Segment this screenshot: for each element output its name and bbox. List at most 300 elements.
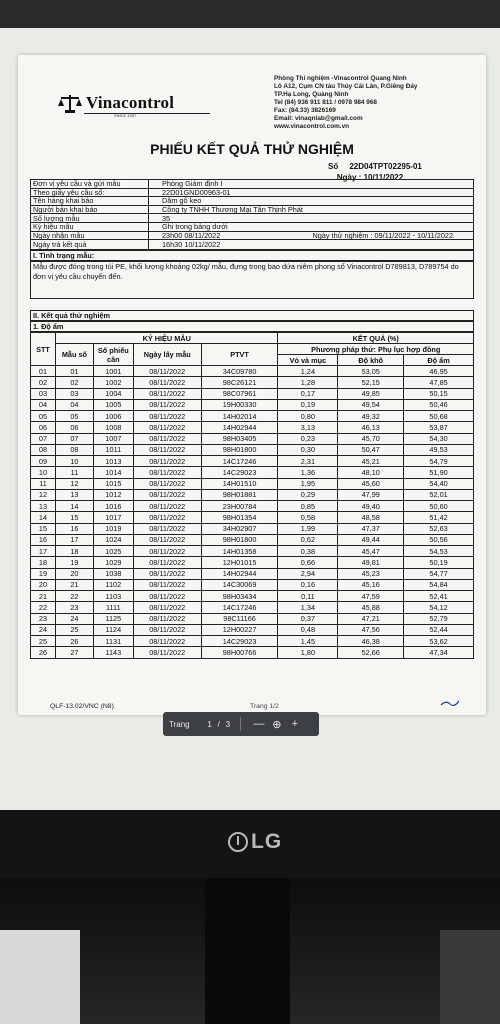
- cell-dryness: 47,21: [338, 613, 404, 624]
- info-label: Số lượng mẫu: [31, 214, 149, 222]
- cell-weigh-ticket: 1001: [93, 366, 133, 377]
- cell-dryness: 49,44: [338, 534, 404, 545]
- cell-moisture: 50,56: [404, 534, 474, 545]
- cell-dryness: 49,54: [338, 399, 404, 410]
- info-label: Theo giấy yêu cầu số:: [31, 189, 149, 197]
- cell-stt: 04: [31, 399, 56, 410]
- cell-sampling-date: 08/11/2022: [133, 568, 201, 579]
- cell-sampling-date: 08/11/2022: [133, 444, 201, 455]
- cell-moisture: 50,19: [404, 557, 474, 568]
- cell-bark: 1,34: [278, 602, 338, 613]
- cell-sample-no: 13: [55, 489, 93, 500]
- cell-sample-no: 14: [55, 501, 93, 512]
- col-group-results: KẾT QUẢ (%): [278, 333, 474, 344]
- info-label: Ngày nhận mẫu: [31, 232, 149, 240]
- cell-vehicle: 34H02907: [201, 523, 278, 534]
- monitor-brand: LG: [251, 830, 283, 853]
- table-row: [31, 501, 474, 512]
- cell-vehicle: 14C29023: [201, 467, 278, 478]
- cell-vehicle: 34C09780: [201, 366, 278, 377]
- table-row: [31, 602, 474, 613]
- cell-vehicle: 98H01800: [201, 534, 278, 545]
- cell-weigh-ticket: 1143: [93, 647, 133, 658]
- cell-stt: 05: [31, 411, 56, 422]
- table-row: [31, 377, 474, 388]
- cell-sampling-date: 08/11/2022: [133, 399, 201, 410]
- cell-moisture: 46,95: [404, 366, 474, 377]
- cell-weigh-ticket: 1124: [93, 624, 133, 635]
- contact-line: Tel (84) 936 911 811 / 0978 984 968: [274, 99, 377, 106]
- cell-stt: 09: [31, 456, 56, 467]
- cell-moisture: 52,01: [404, 489, 474, 500]
- cell-bark: 2,31: [278, 456, 338, 467]
- cell-sampling-date: 08/11/2022: [133, 512, 201, 523]
- cell-dryness: 45,21: [338, 456, 404, 467]
- cell-dryness: 47,59: [338, 591, 404, 602]
- pdf-document-page: [18, 55, 486, 715]
- desk-object: [0, 930, 80, 1024]
- cell-bark: 0,11: [278, 591, 338, 602]
- cell-stt: 17: [31, 546, 56, 557]
- cell-moisture: 54,12: [404, 602, 474, 613]
- report-number: 22D04TPT02295-01: [349, 162, 422, 171]
- table-row: [31, 546, 474, 557]
- cell-stt: 26: [31, 647, 56, 658]
- cell-sample-no: 17: [55, 534, 93, 545]
- cell-sample-no: 07: [55, 433, 93, 444]
- cell-sampling-date: 08/11/2022: [133, 501, 201, 512]
- cell-dryness: 45,23: [338, 568, 404, 579]
- info-value: 22D01GND00963-01: [162, 187, 231, 197]
- cell-bark: 0,58: [278, 512, 338, 523]
- cell-bark: 1,28: [278, 377, 338, 388]
- results-table-body: [31, 366, 474, 659]
- cell-moisture: 50,68: [404, 411, 474, 422]
- company-since: SINCE 1957: [114, 113, 137, 118]
- info-row: [31, 206, 473, 215]
- moisture-results-table: [30, 332, 474, 659]
- page-separator: /: [217, 719, 220, 729]
- info-label: Ký hiệu mẫu: [31, 223, 149, 231]
- cell-stt: 24: [31, 624, 56, 635]
- cell-weigh-ticket: 1019: [93, 523, 133, 534]
- cell-weigh-ticket: 1015: [93, 478, 133, 489]
- cell-weigh-ticket: 1014: [93, 467, 133, 478]
- cell-sample-no: 05: [55, 411, 93, 422]
- table-row: [31, 411, 474, 422]
- cell-stt: 10: [31, 467, 56, 478]
- cell-stt: 12: [31, 489, 56, 500]
- col-header-sample-no: Mẫu số: [55, 344, 93, 366]
- cell-sampling-date: 08/11/2022: [133, 591, 201, 602]
- cell-stt: 13: [31, 501, 56, 512]
- cell-sampling-date: 08/11/2022: [133, 613, 201, 624]
- cell-bark: 0,48: [278, 624, 338, 635]
- cell-sampling-date: 08/11/2022: [133, 534, 201, 545]
- report-date-label: Ngày :: [336, 173, 362, 182]
- contact-line: Lô A12, Cụm CN tàu Thủy Cái Lân, P.Giếng Đáy: [274, 83, 418, 90]
- cell-moisture: 54,53: [404, 546, 474, 557]
- cell-sample-no: 12: [55, 478, 93, 489]
- cell-bark: 1,24: [278, 366, 338, 377]
- cell-moisture: 51,42: [404, 512, 474, 523]
- cell-moisture: 52,79: [404, 613, 474, 624]
- cell-weigh-ticket: 1005: [93, 399, 133, 410]
- cell-dryness: 45,16: [338, 579, 404, 590]
- col-header-dryness: Độ khô: [338, 355, 404, 366]
- cell-bark: 0,29: [278, 489, 338, 500]
- table-row: [31, 557, 474, 568]
- cell-moisture: 50,46: [404, 399, 474, 410]
- cell-vehicle: 98H01800: [201, 444, 278, 455]
- cell-sample-no: 16: [55, 523, 93, 534]
- cell-sampling-date: 08/11/2022: [133, 456, 201, 467]
- cell-bark: 0,37: [278, 613, 338, 624]
- table-row: [31, 591, 474, 602]
- info-label: Người bán khai báo: [31, 206, 149, 214]
- cell-sample-no: 23: [55, 602, 93, 613]
- info-row: [31, 189, 473, 198]
- cell-dryness: 47,56: [338, 624, 404, 635]
- cell-dryness: 45,70: [338, 433, 404, 444]
- sample-condition-body: [30, 261, 474, 299]
- cell-moisture: 52,63: [404, 523, 474, 534]
- cell-bark: 0,66: [278, 557, 338, 568]
- cell-stt: 02: [31, 377, 56, 388]
- cell-bark: 0,16: [278, 579, 338, 590]
- cell-stt: 07: [31, 433, 56, 444]
- contact-line: Phòng Thí nghiệm -Vinacontrol Quang Ninh: [274, 75, 407, 82]
- table-row: [31, 433, 474, 444]
- cell-vehicle: 98H00766: [201, 647, 278, 658]
- cell-bark: 3,13: [278, 422, 338, 433]
- cell-vehicle: 98H01354: [201, 512, 278, 523]
- monitor-stand: [205, 878, 290, 1024]
- cell-vehicle: 14H02014: [201, 411, 278, 422]
- info-value: Công ty TNHH Thương Mại Tân Thịnh Phát: [162, 205, 303, 215]
- cell-moisture: 52,41: [404, 591, 474, 602]
- cell-sampling-date: 08/11/2022: [133, 602, 201, 613]
- col-header-moisture: Độ ẩm: [404, 355, 474, 366]
- cell-stt: 16: [31, 534, 56, 545]
- cell-bark: 2,94: [278, 568, 338, 579]
- cell-sample-no: 24: [55, 613, 93, 624]
- contact-line: Fax: (84.33) 3826169: [274, 107, 336, 114]
- cell-vehicle: 98H01881: [201, 489, 278, 500]
- cell-dryness: 48,10: [338, 467, 404, 478]
- table-row: [31, 478, 474, 489]
- cell-vehicle: 12H00227: [201, 624, 278, 635]
- col-group-sample-code: KÝ HIỆU MẪU: [55, 333, 278, 344]
- cell-sample-no: 26: [55, 636, 93, 647]
- cell-sampling-date: 08/11/2022: [133, 388, 201, 399]
- cell-sample-no: 21: [55, 579, 93, 590]
- cell-moisture: 54,84: [404, 579, 474, 590]
- cell-stt: 08: [31, 444, 56, 455]
- cell-vehicle: 14C17246: [201, 456, 278, 467]
- sample-info-table: [30, 179, 474, 250]
- zoom-in-button[interactable]: +: [291, 718, 299, 730]
- cell-weigh-ticket: 1017: [93, 512, 133, 523]
- cell-sampling-date: 08/11/2022: [133, 366, 201, 377]
- report-number-label: Số: [328, 162, 339, 171]
- section-text: Mẫu được đóng trong túi PE, khối lượng khoảng 02kg/ mẫu, đựng trong bao dứa niêm phong số Vinacontrol D789813, D789754 do đơn vị yêu cầu chuyển đến.: [33, 262, 459, 281]
- cell-moisture: 54,77: [404, 568, 474, 579]
- table-row: [31, 624, 474, 635]
- cell-stt: 21: [31, 591, 56, 602]
- zoom-icon[interactable]: ⊕: [272, 718, 282, 731]
- toolbar-divider: [240, 717, 241, 731]
- cell-bark: 0,19: [278, 399, 338, 410]
- cell-sampling-date: 08/11/2022: [133, 433, 201, 444]
- results-section-heading: [30, 310, 474, 321]
- cell-stt: 03: [31, 388, 56, 399]
- company-name: Vinacontrol: [86, 93, 175, 112]
- section-heading: I. Tình trạng mẫu:: [33, 251, 95, 260]
- cell-sampling-date: 08/11/2022: [133, 579, 201, 590]
- cell-weigh-ticket: 1038: [93, 568, 133, 579]
- cell-weigh-ticket: 1024: [93, 534, 133, 545]
- cell-stt: 23: [31, 613, 56, 624]
- cell-stt: 11: [31, 478, 56, 489]
- cell-sampling-date: 08/11/2022: [133, 467, 201, 478]
- report-title: PHIẾU KẾT QUẢ THỬ NGHIỆM: [150, 141, 354, 157]
- cell-dryness: 50,47: [338, 444, 404, 455]
- table-row: [31, 366, 474, 377]
- cell-sample-no: 11: [55, 467, 93, 478]
- sample-condition-section: [30, 250, 474, 261]
- cell-vehicle: 98C11166: [201, 613, 278, 624]
- cell-sample-no: 04: [55, 399, 93, 410]
- info-value: Dăm gỗ keo: [162, 196, 202, 206]
- cell-sample-no: 08: [55, 444, 93, 455]
- info-row: [31, 214, 473, 223]
- cell-sampling-date: 08/11/2022: [133, 478, 201, 489]
- cell-dryness: 49,32: [338, 411, 404, 422]
- cell-dryness: 53,05: [338, 366, 404, 377]
- info-value: 35: [162, 213, 171, 223]
- cell-dryness: 46,38: [338, 636, 404, 647]
- cell-sampling-date: 08/11/2022: [133, 489, 201, 500]
- table-row: [31, 523, 474, 534]
- info-label: Đơn vị yêu cầu và gửi mẫu: [31, 180, 149, 188]
- cell-sample-no: 15: [55, 512, 93, 523]
- col-header-bark: Vỏ và mục: [278, 355, 338, 366]
- section-heading: II. Kết quả thử nghiệm: [33, 311, 111, 320]
- cell-stt: 22: [31, 602, 56, 613]
- info-row: [31, 232, 473, 241]
- cell-sampling-date: 08/11/2022: [133, 624, 201, 635]
- table-row: [31, 489, 474, 500]
- table-row: [31, 467, 474, 478]
- cell-weigh-ticket: 1125: [93, 613, 133, 624]
- cell-sample-no: 25: [55, 624, 93, 635]
- cell-bark: 0,85: [278, 501, 338, 512]
- cell-sample-no: 01: [55, 366, 93, 377]
- cell-stt: 01: [31, 366, 56, 377]
- cell-moisture: 53,62: [404, 636, 474, 647]
- cell-moisture: 50,15: [404, 388, 474, 399]
- cell-stt: 25: [31, 636, 56, 647]
- cell-stt: 06: [31, 422, 56, 433]
- cell-moisture: 53,87: [404, 422, 474, 433]
- cell-sample-no: 19: [55, 557, 93, 568]
- cell-moisture: 54,79: [404, 456, 474, 467]
- desk-object: [440, 930, 500, 1024]
- table-row: [31, 444, 474, 455]
- table-row: [31, 512, 474, 523]
- cell-dryness: 48,58: [338, 512, 404, 523]
- moisture-subheading: [30, 321, 474, 332]
- cell-vehicle: 23H00784: [201, 501, 278, 512]
- cell-weigh-ticket: 1025: [93, 546, 133, 557]
- cell-sampling-date: 08/11/2022: [133, 557, 201, 568]
- cell-moisture: 52,44: [404, 624, 474, 635]
- cell-sample-no: 10: [55, 456, 93, 467]
- company-logo: [58, 93, 174, 113]
- cell-bark: 0,23: [278, 433, 338, 444]
- cell-weigh-ticket: 1103: [93, 591, 133, 602]
- cell-dryness: 52,15: [338, 377, 404, 388]
- cell-vehicle: 12H01015: [201, 557, 278, 568]
- cell-vehicle: 14C17246: [201, 602, 278, 613]
- info-row: [31, 240, 473, 249]
- cell-bark: 0,30: [278, 444, 338, 455]
- section-subheading: 1. Độ ẩm: [33, 322, 64, 331]
- cell-weigh-ticket: 1008: [93, 422, 133, 433]
- monitor-brand-logo: [228, 830, 282, 854]
- cell-moisture: 54,40: [404, 478, 474, 489]
- contact-line: Email: vinaqnlab@gmail.com: [274, 115, 363, 122]
- table-row: [31, 388, 474, 399]
- form-code: QLF-13.02/VNC (N8): [50, 703, 114, 710]
- cell-weigh-ticket: 1006: [93, 411, 133, 422]
- cell-dryness: 49,40: [338, 501, 404, 512]
- col-header-weigh-ticket: Số phiếu cân: [93, 344, 133, 366]
- cell-sampling-date: 08/11/2022: [133, 546, 201, 557]
- lg-circle-icon: [228, 832, 248, 852]
- cell-vehicle: 14C30069: [201, 579, 278, 590]
- cell-bark: 1,80: [278, 647, 338, 658]
- cell-moisture: 47,34: [404, 647, 474, 658]
- cell-sampling-date: 08/11/2022: [133, 411, 201, 422]
- table-row: [31, 636, 474, 647]
- cell-weigh-ticket: 1029: [93, 557, 133, 568]
- table-row: [31, 579, 474, 590]
- cell-sample-no: 22: [55, 591, 93, 602]
- table-row: [31, 399, 474, 410]
- cell-weigh-ticket: 1016: [93, 501, 133, 512]
- cell-bark: 1,95: [278, 478, 338, 489]
- cell-stt: 20: [31, 579, 56, 590]
- contact-line: www.vinacontrol.com.vn: [274, 123, 350, 130]
- cell-weigh-ticket: 1131: [93, 636, 133, 647]
- cell-dryness: 45,60: [338, 478, 404, 489]
- table-row: [31, 568, 474, 579]
- cell-dryness: 46,13: [338, 422, 404, 433]
- info-value: 16h30 10/11/2022: [162, 239, 221, 249]
- cell-weigh-ticket: 1012: [93, 489, 133, 500]
- cell-stt: 14: [31, 512, 56, 523]
- cell-sampling-date: 08/11/2022: [133, 647, 201, 658]
- lab-contact-block: [274, 75, 417, 131]
- cell-vehicle: 98C07961: [201, 388, 278, 399]
- cell-stt: 18: [31, 557, 56, 568]
- logo-underline: [84, 113, 210, 114]
- report-date: 10/11/2022: [363, 173, 404, 182]
- cell-vehicle: 98C26121: [201, 377, 278, 388]
- cell-vehicle: 14H01358: [201, 546, 278, 557]
- col-header-stt: STT: [31, 333, 56, 366]
- cell-dryness: 49,81: [338, 557, 404, 568]
- cell-vehicle: 14C29023: [201, 636, 278, 647]
- cell-sampling-date: 08/11/2022: [133, 377, 201, 388]
- info-value: Ghi trong bảng dưới: [162, 222, 228, 232]
- cell-moisture: 49,53: [404, 444, 474, 455]
- table-row: [31, 456, 474, 467]
- cell-dryness: 45,88: [338, 602, 404, 613]
- scale-logo-icon: [58, 93, 82, 113]
- cell-weigh-ticket: 1007: [93, 433, 133, 444]
- table-row: [31, 422, 474, 433]
- info-label: Ngày trả kết quả: [31, 240, 149, 249]
- cell-dryness: 47,37: [338, 523, 404, 534]
- cell-moisture: 47,85: [404, 377, 474, 388]
- cell-vehicle: 19H00330: [201, 399, 278, 410]
- cell-sample-no: 20: [55, 568, 93, 579]
- cell-stt: 15: [31, 523, 56, 534]
- cell-sample-no: 02: [55, 377, 93, 388]
- contact-line: TP.Hạ Long, Quảng Ninh: [274, 91, 349, 98]
- zoom-out-button[interactable]: —: [253, 718, 265, 730]
- cell-moisture: 50,60: [404, 501, 474, 512]
- cell-moisture: 51,90: [404, 467, 474, 478]
- cell-bark: 0,38: [278, 546, 338, 557]
- test-method: Phương pháp thử: Phụ lục hợp đồng: [278, 344, 474, 355]
- table-row: [31, 613, 474, 624]
- cell-bark: 0,62: [278, 534, 338, 545]
- col-header-sampling-date: Ngày lấy mẫu: [133, 344, 201, 366]
- cell-vehicle: 98H03405: [201, 433, 278, 444]
- cell-sampling-date: 08/11/2022: [133, 422, 201, 433]
- total-pages: 3: [225, 719, 231, 729]
- page-number: Trang 1/2: [250, 703, 279, 710]
- signature-mark-icon: [440, 699, 460, 707]
- pdf-page-toolbar: [163, 712, 319, 736]
- page-label: Trang: [169, 719, 190, 729]
- cell-stt: 19: [31, 568, 56, 579]
- cell-weigh-ticket: 1102: [93, 579, 133, 590]
- cell-bark: 0,80: [278, 411, 338, 422]
- monitor-top-frame: [0, 0, 500, 28]
- cell-weigh-ticket: 1013: [93, 456, 133, 467]
- info-label: Tên hàng khai báo: [31, 197, 149, 205]
- cell-weigh-ticket: 1111: [93, 602, 133, 613]
- cell-sampling-date: 08/11/2022: [133, 636, 201, 647]
- test-date: Ngày thử nghiệm : 09/11/2022 - 10/11/2022: [312, 230, 453, 240]
- cell-weigh-ticket: 1002: [93, 377, 133, 388]
- cell-bark: 1,99: [278, 523, 338, 534]
- info-value: Phòng Giám định I: [162, 179, 223, 189]
- cell-sample-no: 27: [55, 647, 93, 658]
- cell-bark: 1,45: [278, 636, 338, 647]
- cell-dryness: 52,66: [338, 647, 404, 658]
- table-row: [31, 647, 474, 658]
- cell-dryness: 47,99: [338, 489, 404, 500]
- cell-weigh-ticket: 1004: [93, 388, 133, 399]
- cell-bark: 0,17: [278, 388, 338, 399]
- current-page-input[interactable]: 1: [207, 719, 212, 729]
